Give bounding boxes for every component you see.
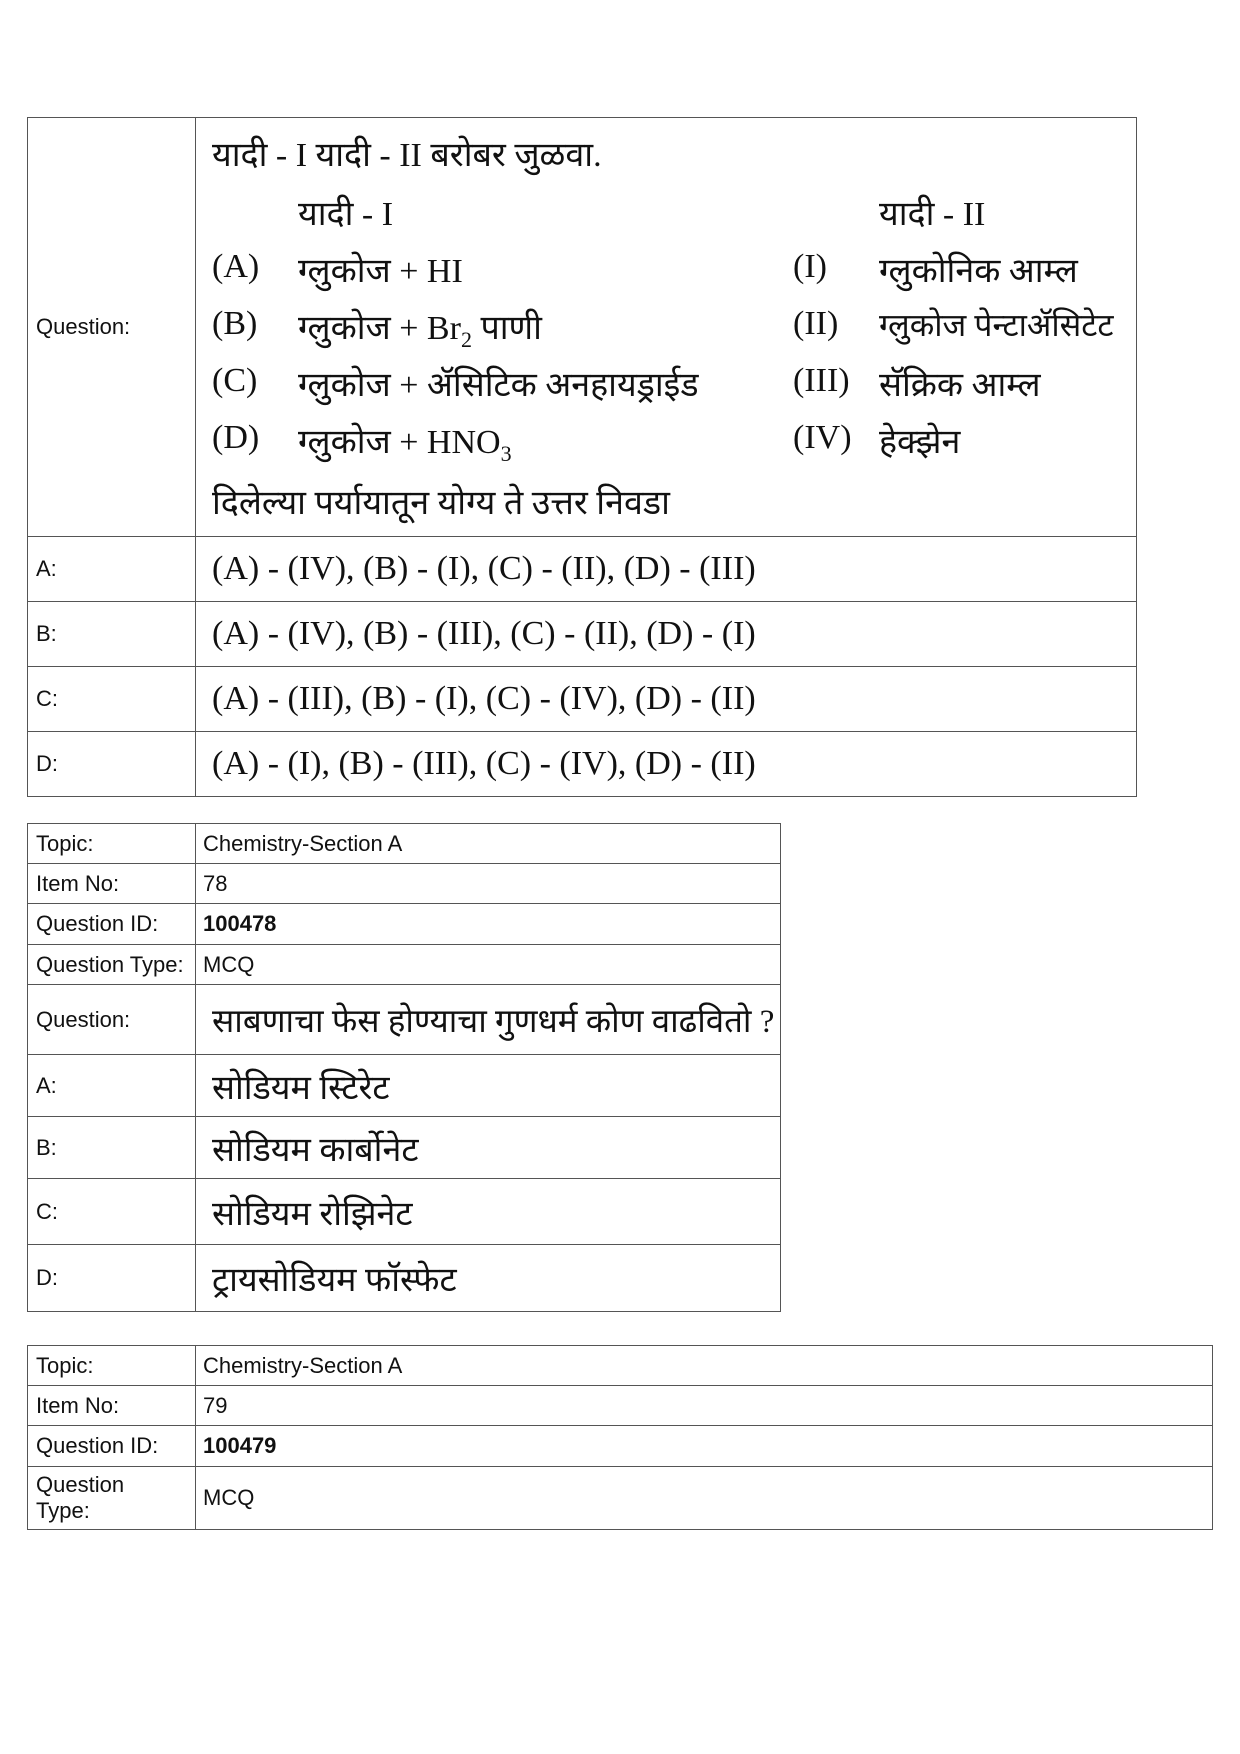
question-id-label: Question ID:: [28, 904, 196, 945]
list1-text-d: ग्लुकोज + $HNO_3$: [298, 424, 512, 466]
question-77-table: [27, 117, 1137, 797]
question-id-label: Question ID:: [28, 1426, 196, 1467]
question-id-row: [28, 904, 781, 945]
question-id-row: [28, 1426, 1213, 1467]
option-label: D:: [28, 732, 196, 797]
list1-title: यादी - I: [298, 196, 394, 233]
topic-row: [28, 824, 781, 864]
item-label: Item No:: [28, 864, 196, 904]
question-label: Question:: [28, 118, 196, 537]
option-text: (A) - (III), (B) - (I), (C) - (IV), (D) - (II): [196, 667, 1137, 732]
question-row: [28, 985, 781, 1055]
option-row: [28, 667, 1137, 732]
list2-key-i: (I): [793, 248, 827, 285]
question-type-value: MCQ: [196, 1467, 1213, 1530]
option-row: [28, 1117, 781, 1179]
question-id-value: 100479: [196, 1426, 1213, 1467]
option-row: [28, 537, 1137, 602]
question-type-label: Question Type:: [28, 945, 196, 985]
list1-key-d: (D): [212, 419, 260, 456]
option-text: (A) - (IV), (B) - (I), (C) - (II), (D) - (III): [196, 537, 1137, 602]
list1-key-b: (B): [212, 305, 258, 342]
option-row: [28, 1179, 781, 1245]
question-type-value: MCQ: [196, 945, 781, 985]
item-row: [28, 1386, 1213, 1426]
question-type-label: Question Type:: [28, 1467, 196, 1530]
list2-key-iv: (IV): [793, 419, 852, 456]
option-row: [28, 1245, 781, 1312]
question-id-value: 100478: [196, 904, 781, 945]
option-label: A:: [28, 537, 196, 602]
list1-key-c: (C): [212, 362, 258, 399]
item-label: Item No:: [28, 1386, 196, 1426]
question-heading: यादी - I यादी - II बरोबर जुळवा.: [212, 137, 602, 174]
question-label: Question:: [28, 985, 196, 1055]
option-row: [28, 602, 1137, 667]
option-label: C:: [28, 1179, 196, 1245]
option-text: (A) - (I), (B) - (III), (C) - (IV), (D) - (II): [196, 732, 1137, 797]
list1-text-b: ग्लुकोज + $Br_2$ पाणी: [298, 310, 542, 352]
list2-text-ii: ग्लुकोज पेन्टाॲसिटेट: [879, 307, 1114, 343]
option-row: [28, 1055, 781, 1117]
list2-text-iv: हेक्झेन: [879, 424, 961, 461]
option-label: B:: [28, 1117, 196, 1179]
question-instruction: दिलेल्या पर्यायातून योग्य ते उत्तर निवडा: [212, 485, 670, 522]
question-type-row: [28, 1467, 1213, 1530]
matching-question: [196, 118, 1136, 536]
option-text: सोडियम स्टिरेट: [196, 1055, 781, 1117]
option-label: A:: [28, 1055, 196, 1117]
option-label: D:: [28, 1245, 196, 1312]
option-label: C:: [28, 667, 196, 732]
topic-value: Chemistry-Section A: [196, 824, 781, 864]
list1-text-c: ग्लुकोज + ॲसिटिक अनहायड्राईड: [298, 367, 699, 404]
option-text: ट्रायसोडियम फॉस्फेट: [196, 1245, 781, 1312]
list2-key-ii: (II): [793, 305, 839, 342]
topic-value: Chemistry-Section A: [196, 1346, 1213, 1386]
question-row: [28, 118, 1137, 537]
list1-text-a: ग्लुकोज + HI: [298, 253, 463, 290]
option-text: सोडियम कार्बोनेट: [196, 1117, 781, 1179]
topic-row: [28, 1346, 1213, 1386]
list2-text-i: ग्लुकोनिक आम्ल: [879, 253, 1078, 290]
option-row: [28, 732, 1137, 797]
item-row: [28, 864, 781, 904]
question-content: [196, 118, 1137, 537]
option-label: B:: [28, 602, 196, 667]
item-value: 79: [196, 1386, 1213, 1426]
list2-title: यादी - II: [879, 196, 986, 233]
question-78-table: [27, 823, 781, 1312]
question-text: साबणाचा फेस होण्याचा गुणधर्म कोण वाढवितो ?: [196, 985, 781, 1055]
question-type-row: [28, 945, 781, 985]
list2-text-iii: सॅक्रिक आम्ल: [879, 367, 1041, 404]
list2-key-iii: (III): [793, 362, 850, 399]
topic-label: Topic:: [28, 824, 196, 864]
topic-label: Topic:: [28, 1346, 196, 1386]
item-value: 78: [196, 864, 781, 904]
option-text: सोडियम रोझिनेट: [196, 1179, 781, 1245]
question-79-table: [27, 1345, 1213, 1530]
list1-key-a: (A): [212, 248, 260, 285]
option-text: (A) - (IV), (B) - (III), (C) - (II), (D) - (I): [196, 602, 1137, 667]
